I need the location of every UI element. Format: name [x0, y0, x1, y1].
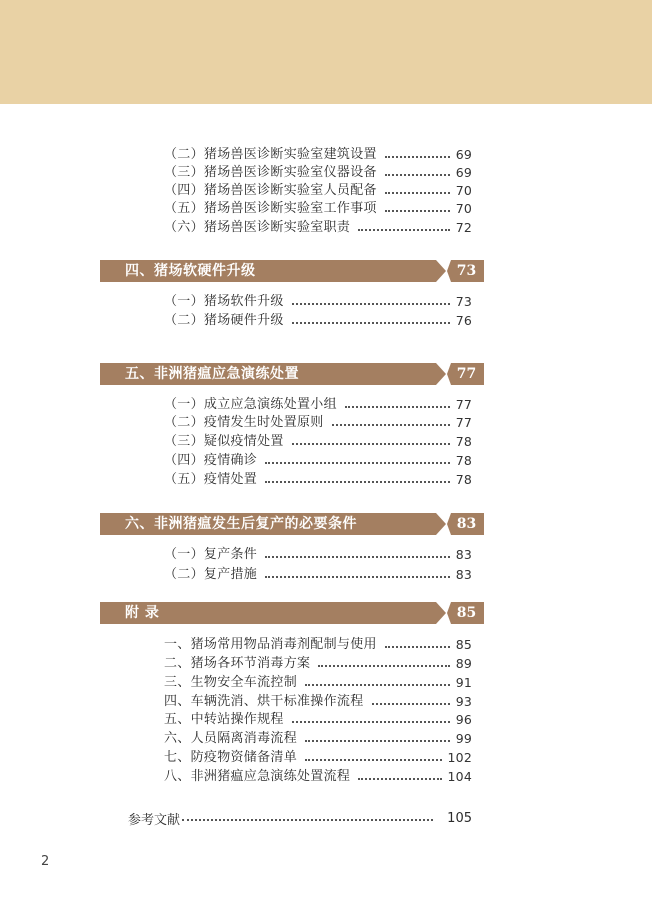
toc-entry[interactable]: [164, 711, 472, 729]
toc-entry[interactable]: [164, 693, 472, 711]
toc-entry-page: 78: [455, 453, 472, 468]
toc-entry-page: 69: [455, 165, 472, 180]
leader-dots: [305, 684, 450, 686]
toc-entry-page: 77: [455, 397, 472, 412]
toc-entry-title: （二）复产措施: [164, 567, 258, 582]
toc-entry-title: （六）猪场兽医诊断实验室职责: [164, 220, 351, 235]
section-title: 四、猪场软硬件升级: [125, 263, 256, 279]
toc-entry-page: 104: [447, 769, 472, 784]
toc-entry[interactable]: [164, 433, 472, 451]
toc-entry-page: 89: [455, 656, 472, 671]
toc-entry-page: 85: [455, 637, 472, 652]
toc-entry-title: （二）猪场兽医诊断实验室建筑设置: [164, 147, 377, 162]
toc-entry-page: 93: [455, 694, 472, 709]
section-title: 附 录: [125, 605, 160, 621]
leader-dots: [292, 721, 450, 723]
toc-entry-page: 105: [447, 810, 472, 826]
section-page: 73: [456, 263, 477, 279]
toc-entry-title: 六、人员隔离消毒流程: [164, 731, 298, 746]
toc-entry-page: 83: [455, 567, 472, 582]
toc-entry[interactable]: [164, 452, 472, 470]
toc-entry-page: 83: [455, 547, 472, 562]
section-title: 五、非洲猪瘟应急演练处置: [125, 366, 299, 382]
toc-entry[interactable]: [164, 566, 472, 584]
leader-dots: [358, 229, 449, 231]
toc-entry-title: （四）疫情确诊: [164, 453, 258, 468]
section-header-appendix[interactable]: [100, 602, 484, 624]
header-band: [0, 0, 652, 104]
leader-dots: [265, 481, 450, 483]
leader-dots: [305, 740, 450, 742]
toc-entry-page: 99: [455, 731, 472, 746]
toc-entry-title: （五）疫情处置: [164, 472, 258, 487]
toc-entry-title: 三、生物安全车流控制: [164, 675, 298, 690]
toc-entry-page: 102: [447, 750, 472, 765]
toc-entry[interactable]: [164, 471, 472, 489]
toc-entry-references[interactable]: [128, 809, 472, 827]
toc-entry-title: （二）疫情发生时处置原则: [164, 415, 324, 430]
toc-entry[interactable]: [164, 414, 472, 432]
leader-dots: [318, 665, 449, 667]
leader-dots: [265, 576, 450, 578]
toc-entry-title: 四、车辆洗消、烘干标准操作流程: [164, 694, 364, 709]
leader-dots: [182, 819, 433, 821]
leader-dots: [372, 703, 450, 705]
toc-entry[interactable]: [164, 730, 472, 748]
toc-entry-page: 73: [455, 294, 472, 309]
toc-entry-page: 70: [455, 201, 472, 216]
toc-entry[interactable]: [164, 293, 472, 311]
toc-entry-title: （一）猪场软件升级: [164, 294, 284, 309]
toc-entry-title: （三）疑似疫情处置: [164, 434, 284, 449]
toc-entry[interactable]: [164, 396, 472, 414]
toc-entry[interactable]: [164, 636, 472, 654]
toc-entry-title: （四）猪场兽医诊断实验室人员配备: [164, 183, 377, 198]
toc-entry[interactable]: [164, 312, 472, 330]
toc-entry-title: （三）猪场兽医诊断实验室仪器设备: [164, 165, 377, 180]
toc-entry[interactable]: [164, 182, 472, 200]
toc-entry-title: （一）成立应急演练处置小组: [164, 397, 337, 412]
leader-dots: [358, 778, 441, 780]
toc-entry-title: （二）猪场硬件升级: [164, 313, 284, 328]
toc-entry[interactable]: [164, 200, 472, 218]
toc-entry-title: 参考文献: [128, 812, 181, 828]
toc-entry-title: 一、猪场常用物品消毒剂配制与使用: [164, 637, 377, 652]
toc-entry-title: （一）复产条件: [164, 547, 258, 562]
toc-entry-title: 五、中转站操作规程: [164, 712, 284, 727]
toc-entry-page: 96: [455, 712, 472, 727]
toc-entry-page: 78: [455, 434, 472, 449]
leader-dots: [292, 322, 450, 324]
page-number: 2: [41, 854, 50, 869]
toc-entry[interactable]: [164, 768, 472, 786]
leader-dots: [332, 424, 450, 426]
section-title: 六、非洲猪瘟发生后复产的必要条件: [125, 516, 357, 532]
toc-entry-page: 78: [455, 472, 472, 487]
section-header-5[interactable]: [100, 363, 484, 385]
leader-dots: [385, 192, 450, 194]
toc-entry[interactable]: [164, 546, 472, 564]
toc-entry[interactable]: [164, 219, 472, 237]
toc-entry[interactable]: [164, 749, 472, 767]
leader-dots: [385, 646, 450, 648]
toc-entry[interactable]: [164, 674, 472, 692]
toc-entry-page: 91: [455, 675, 472, 690]
leader-dots: [265, 462, 450, 464]
toc-entry-title: 七、防疫物资储备清单: [164, 750, 298, 765]
section-header-4[interactable]: [100, 260, 484, 282]
toc-entry-page: 69: [455, 147, 472, 162]
toc-entry-title: 八、非洲猪瘟应急演练处置流程: [164, 769, 351, 784]
toc-entry[interactable]: [164, 146, 472, 164]
toc-entry-title: 二、猪场各环节消毒方案: [164, 656, 311, 671]
section-page: 77: [456, 366, 477, 382]
leader-dots: [292, 303, 450, 305]
toc-entry-page: 77: [455, 415, 472, 430]
section-header-6[interactable]: [100, 513, 484, 535]
section-page: 85: [456, 605, 477, 621]
leader-dots: [265, 556, 450, 558]
toc-entry[interactable]: [164, 164, 472, 182]
leader-dots: [305, 759, 442, 761]
leader-dots: [385, 156, 450, 158]
toc-entry-page: 70: [455, 183, 472, 198]
toc-entry-title: （五）猪场兽医诊断实验室工作事项: [164, 201, 377, 216]
leader-dots: [345, 406, 450, 408]
toc-entry-page: 72: [455, 220, 472, 235]
section-page: 83: [456, 516, 477, 532]
toc-entry[interactable]: [164, 655, 472, 673]
leader-dots: [385, 174, 450, 176]
leader-dots: [385, 210, 450, 212]
toc-entry-page: 76: [455, 313, 472, 328]
leader-dots: [292, 443, 450, 445]
